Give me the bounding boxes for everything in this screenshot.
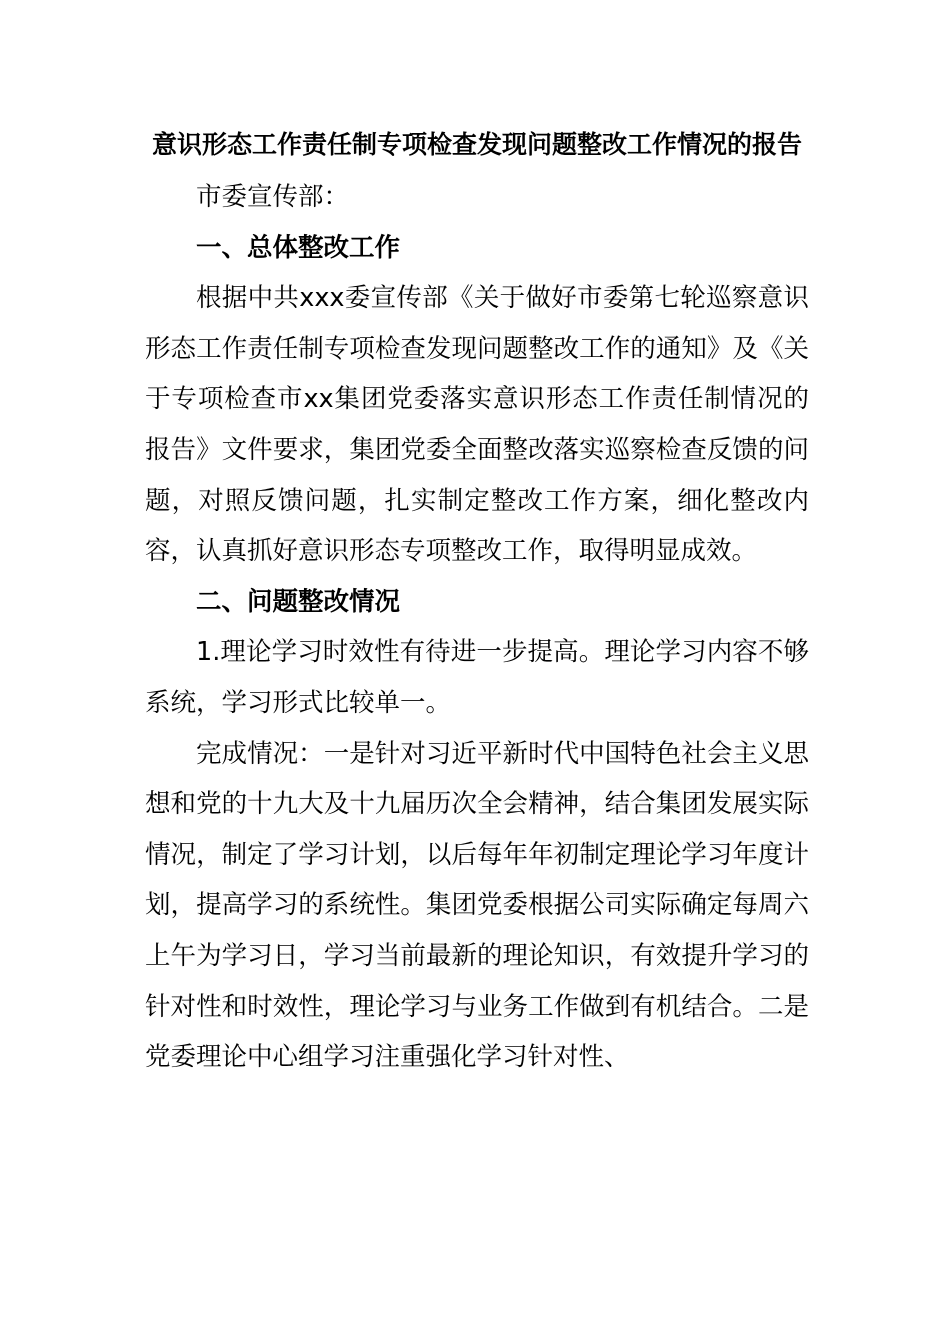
paragraph-completion-status: 完成情况：一是针对习近平新时代中国特色社会主义思想和党的十九大及十九届历次全会精神，结合集团发展实际情况，制定了学习计划，以后每年年初制定理论学习年度计划，提高学习的系统性。集团党委根据公司实际确定每周六上午为学习日，学习当前最新的理论知识，有效提升学习的针对性和时效性，理论学习与业务工作做到有机结合。二是党委理论中心组学习注重强化学习针对性、: [145, 738, 809, 1073]
document-body: [145, 118, 809, 1083]
section-heading-overall: 一、总体整改工作: [196, 232, 401, 263]
paragraph-overall-rectification: 根据中共xxx委宣传部《关于做好市委第七轮巡察意识形态工作责任制专项检查发现问题整改工作的通知》及《关于专项检查市xx集团党委落实意识形态工作责任制情况的报告》文件要求，集团党委全面整改落实巡察检查反馈的问题，对照反馈问题，扎实制定整改工作方案，细化整改内容，认真抓好意识形态专项整改工作，取得明显成效。: [145, 283, 809, 567]
salutation: 市委宣传部：: [196, 182, 350, 212]
document-title: 意识形态工作责任制专项检查发现问题整改工作情况的报告: [151, 130, 802, 159]
paragraph-issue-1: 1.理论学习时效性有待进一步提高。理论学习内容不够系统，学习形式比较单一。: [145, 637, 809, 718]
section-heading-issues: 二、问题整改情况: [196, 586, 401, 617]
